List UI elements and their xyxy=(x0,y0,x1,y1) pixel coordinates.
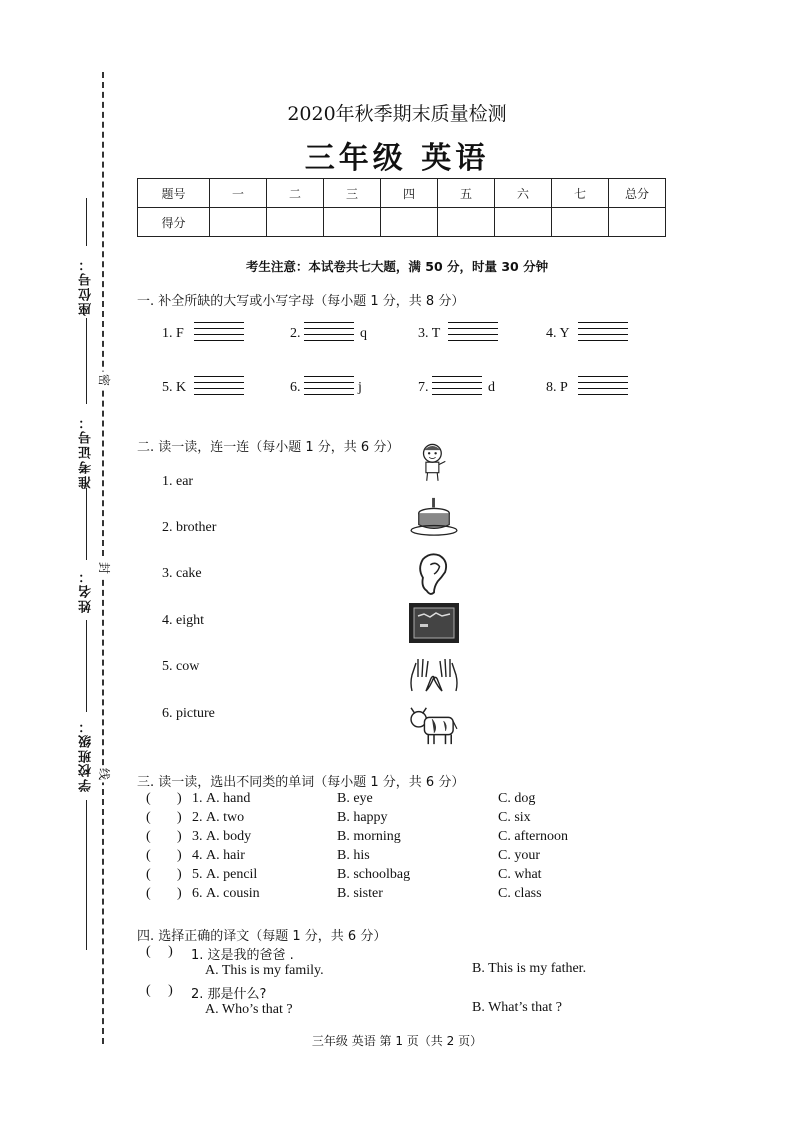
match-word[interactable]: 1. ear xyxy=(162,474,194,489)
choice-row xyxy=(146,829,706,848)
option-b: B. eye xyxy=(337,791,373,806)
option-a: A. hair xyxy=(206,848,245,863)
answer-paren-close[interactable]: ) xyxy=(177,829,182,844)
letter-item-label: 6. xyxy=(290,380,301,395)
answer-paren-open[interactable]: ( xyxy=(146,886,151,901)
score-cell[interactable] xyxy=(381,208,438,237)
letter-item-suffix: d xyxy=(488,380,495,395)
section2-title: 二. 读一读，连一连（每小题 1 分，共 6 分） xyxy=(137,440,400,455)
seal-xian: 线 xyxy=(98,766,111,781)
cow-icon[interactable] xyxy=(408,704,460,748)
option-c: C. afternoon xyxy=(498,829,568,844)
option-b: B. happy xyxy=(337,810,388,825)
page-footer: 三年级 英语 第 1 页（共 2 页） xyxy=(311,1034,483,1048)
option-b: B. morning xyxy=(337,829,401,844)
letter-item xyxy=(546,376,666,402)
score-header-cell: 四 xyxy=(381,179,438,208)
exam-subject-title: 三年级 英语 xyxy=(304,141,490,176)
option-a: A. pencil xyxy=(206,867,258,882)
answer-paren-close[interactable]: ) xyxy=(177,867,182,882)
score-table xyxy=(137,178,666,237)
picture-icon[interactable] xyxy=(408,602,460,644)
name-label: 姓名： xyxy=(79,568,94,613)
exam-number-blank-line xyxy=(86,318,87,404)
option-b: B. What’s that ? xyxy=(472,1000,562,1015)
four-line-writing-blank[interactable] xyxy=(194,322,244,344)
score-row-label: 得分 xyxy=(138,208,210,237)
match-word[interactable]: 4. eight xyxy=(162,613,204,628)
answer-paren-close[interactable]: ) xyxy=(177,848,182,863)
option-a: A. Who’s that ? xyxy=(205,1002,293,1017)
option-a: A. body xyxy=(206,829,252,844)
score-table-header-row xyxy=(138,179,666,208)
option-c: C. class xyxy=(498,886,542,901)
school-label: 学校 xyxy=(79,762,94,792)
score-cell[interactable] xyxy=(609,208,666,237)
score-header-cell: 二 xyxy=(267,179,324,208)
boy-icon[interactable] xyxy=(408,442,460,484)
seal-mi: 密 xyxy=(98,372,111,387)
section3-title: 三. 读一读，选出不同类的单词（每小题 1 分，共 6 分） xyxy=(137,775,465,790)
exam-number-label: 准考证号： xyxy=(79,414,94,489)
option-a: A. hand xyxy=(206,791,251,806)
option-a: A. This is my family. xyxy=(205,963,324,978)
answer-paren-open[interactable]: ( xyxy=(146,848,151,863)
option-b: B. sister xyxy=(337,886,383,901)
letter-item xyxy=(418,322,538,348)
four-line-writing-blank[interactable] xyxy=(304,322,354,344)
answer-paren-open[interactable]: ( xyxy=(146,810,151,825)
option-b: B. This is my father. xyxy=(472,961,587,976)
letter-item-label: 2. xyxy=(290,326,301,341)
score-cell[interactable] xyxy=(495,208,552,237)
score-cell[interactable] xyxy=(210,208,267,237)
letter-item-label: 7. xyxy=(418,380,429,395)
question-number: 1. xyxy=(192,791,203,806)
letter-item-label: 1. F xyxy=(162,326,184,341)
option-b: B. his xyxy=(337,848,370,863)
exam-notice: 考生注意：本试卷共七大题，满 50 分，时量 30 分钟 xyxy=(245,259,549,274)
answer-paren[interactable]: ( ) xyxy=(146,944,173,959)
letter-item xyxy=(290,322,410,348)
letter-item-label: 8. P xyxy=(546,380,568,395)
match-word[interactable]: 5. cow xyxy=(162,659,200,674)
question-text: 2. 那是什么? xyxy=(191,987,267,1002)
letter-item-label: 4. Y xyxy=(546,326,570,341)
match-word[interactable]: 6. picture xyxy=(162,706,215,721)
option-c: C. your xyxy=(498,848,540,863)
score-header-cell: 总分 xyxy=(609,179,666,208)
score-header-cell: 三 xyxy=(324,179,381,208)
option-b: B. schoolbag xyxy=(337,867,411,882)
choice-row xyxy=(146,886,706,905)
score-header-cell: 七 xyxy=(552,179,609,208)
binding-dashed-line xyxy=(102,72,104,1044)
choice-row xyxy=(146,810,706,829)
match-word[interactable]: 2. brother xyxy=(162,520,217,535)
answer-paren-open[interactable]: ( xyxy=(146,829,151,844)
score-cell[interactable] xyxy=(267,208,324,237)
question-number: 4. xyxy=(192,848,203,863)
class-blank-line xyxy=(86,620,87,712)
answer-paren-open[interactable]: ( xyxy=(146,867,151,882)
option-c: C. six xyxy=(498,810,531,825)
four-line-writing-blank[interactable] xyxy=(578,322,628,344)
answer-paren-close[interactable]: ) xyxy=(177,791,182,806)
score-table-score-row xyxy=(138,208,666,237)
four-line-writing-blank[interactable] xyxy=(194,376,244,398)
answer-paren-open[interactable]: ( xyxy=(146,791,151,806)
option-a: A. two xyxy=(206,810,245,825)
option-c: C. what xyxy=(498,867,542,882)
score-header-cell: 一 xyxy=(210,179,267,208)
choice-row xyxy=(146,791,706,810)
score-header-cell: 六 xyxy=(495,179,552,208)
letter-item-suffix: q xyxy=(360,326,367,341)
question-number: 2. xyxy=(192,810,203,825)
ear-icon[interactable] xyxy=(408,550,460,598)
score-cell[interactable] xyxy=(552,208,609,237)
letter-item xyxy=(418,376,538,402)
section4-title: 四. 选择正确的译文（每题 1 分，共 6 分） xyxy=(137,929,387,944)
letter-item-suffix: j xyxy=(358,380,362,395)
answer-paren-close[interactable]: ) xyxy=(177,886,182,901)
four-line-writing-blank[interactable] xyxy=(304,376,354,398)
question-number: 3. xyxy=(192,829,203,844)
seal-feng: 封 xyxy=(98,560,111,575)
answer-paren[interactable]: ( ) xyxy=(146,983,173,998)
four-line-writing-blank[interactable] xyxy=(448,322,498,344)
seat-blank-line xyxy=(86,198,87,246)
four-line-writing-blank[interactable] xyxy=(578,376,628,398)
letter-item xyxy=(290,376,410,402)
letter-item xyxy=(546,322,666,348)
option-a: A. cousin xyxy=(206,886,260,901)
question-number: 5. xyxy=(192,867,203,882)
exam-title: 2020年秋季期末质量检测 xyxy=(287,103,507,125)
choice-row xyxy=(146,848,706,867)
section1-title: 一. 补全所缺的大写或小写字母（每小题 1 分，共 8 分） xyxy=(137,294,465,309)
question-text: 1. 这是我的爸爸 . xyxy=(191,948,294,963)
score-cell[interactable] xyxy=(438,208,495,237)
answer-paren-close[interactable]: ) xyxy=(177,810,182,825)
score-cell[interactable] xyxy=(324,208,381,237)
letter-item-label: 5. K xyxy=(162,380,187,395)
score-header-cell: 题号 xyxy=(138,179,210,208)
letter-item xyxy=(162,322,282,348)
letter-item-label: 3. T xyxy=(418,326,441,341)
cake-icon[interactable] xyxy=(408,496,460,538)
score-header-cell: 五 xyxy=(438,179,495,208)
question-number: 6. xyxy=(192,886,203,901)
option-c: C. dog xyxy=(498,791,536,806)
match-word[interactable]: 3. cake xyxy=(162,566,202,581)
class-label: 班级： xyxy=(79,718,94,763)
name-blank-line xyxy=(86,488,87,560)
seat-number-label: 座位号： xyxy=(79,256,94,316)
four-line-writing-blank[interactable] xyxy=(432,376,482,398)
school-blank-line xyxy=(86,800,87,950)
hands-icon[interactable] xyxy=(408,654,460,696)
letter-item xyxy=(162,376,282,402)
choice-row xyxy=(146,867,706,886)
